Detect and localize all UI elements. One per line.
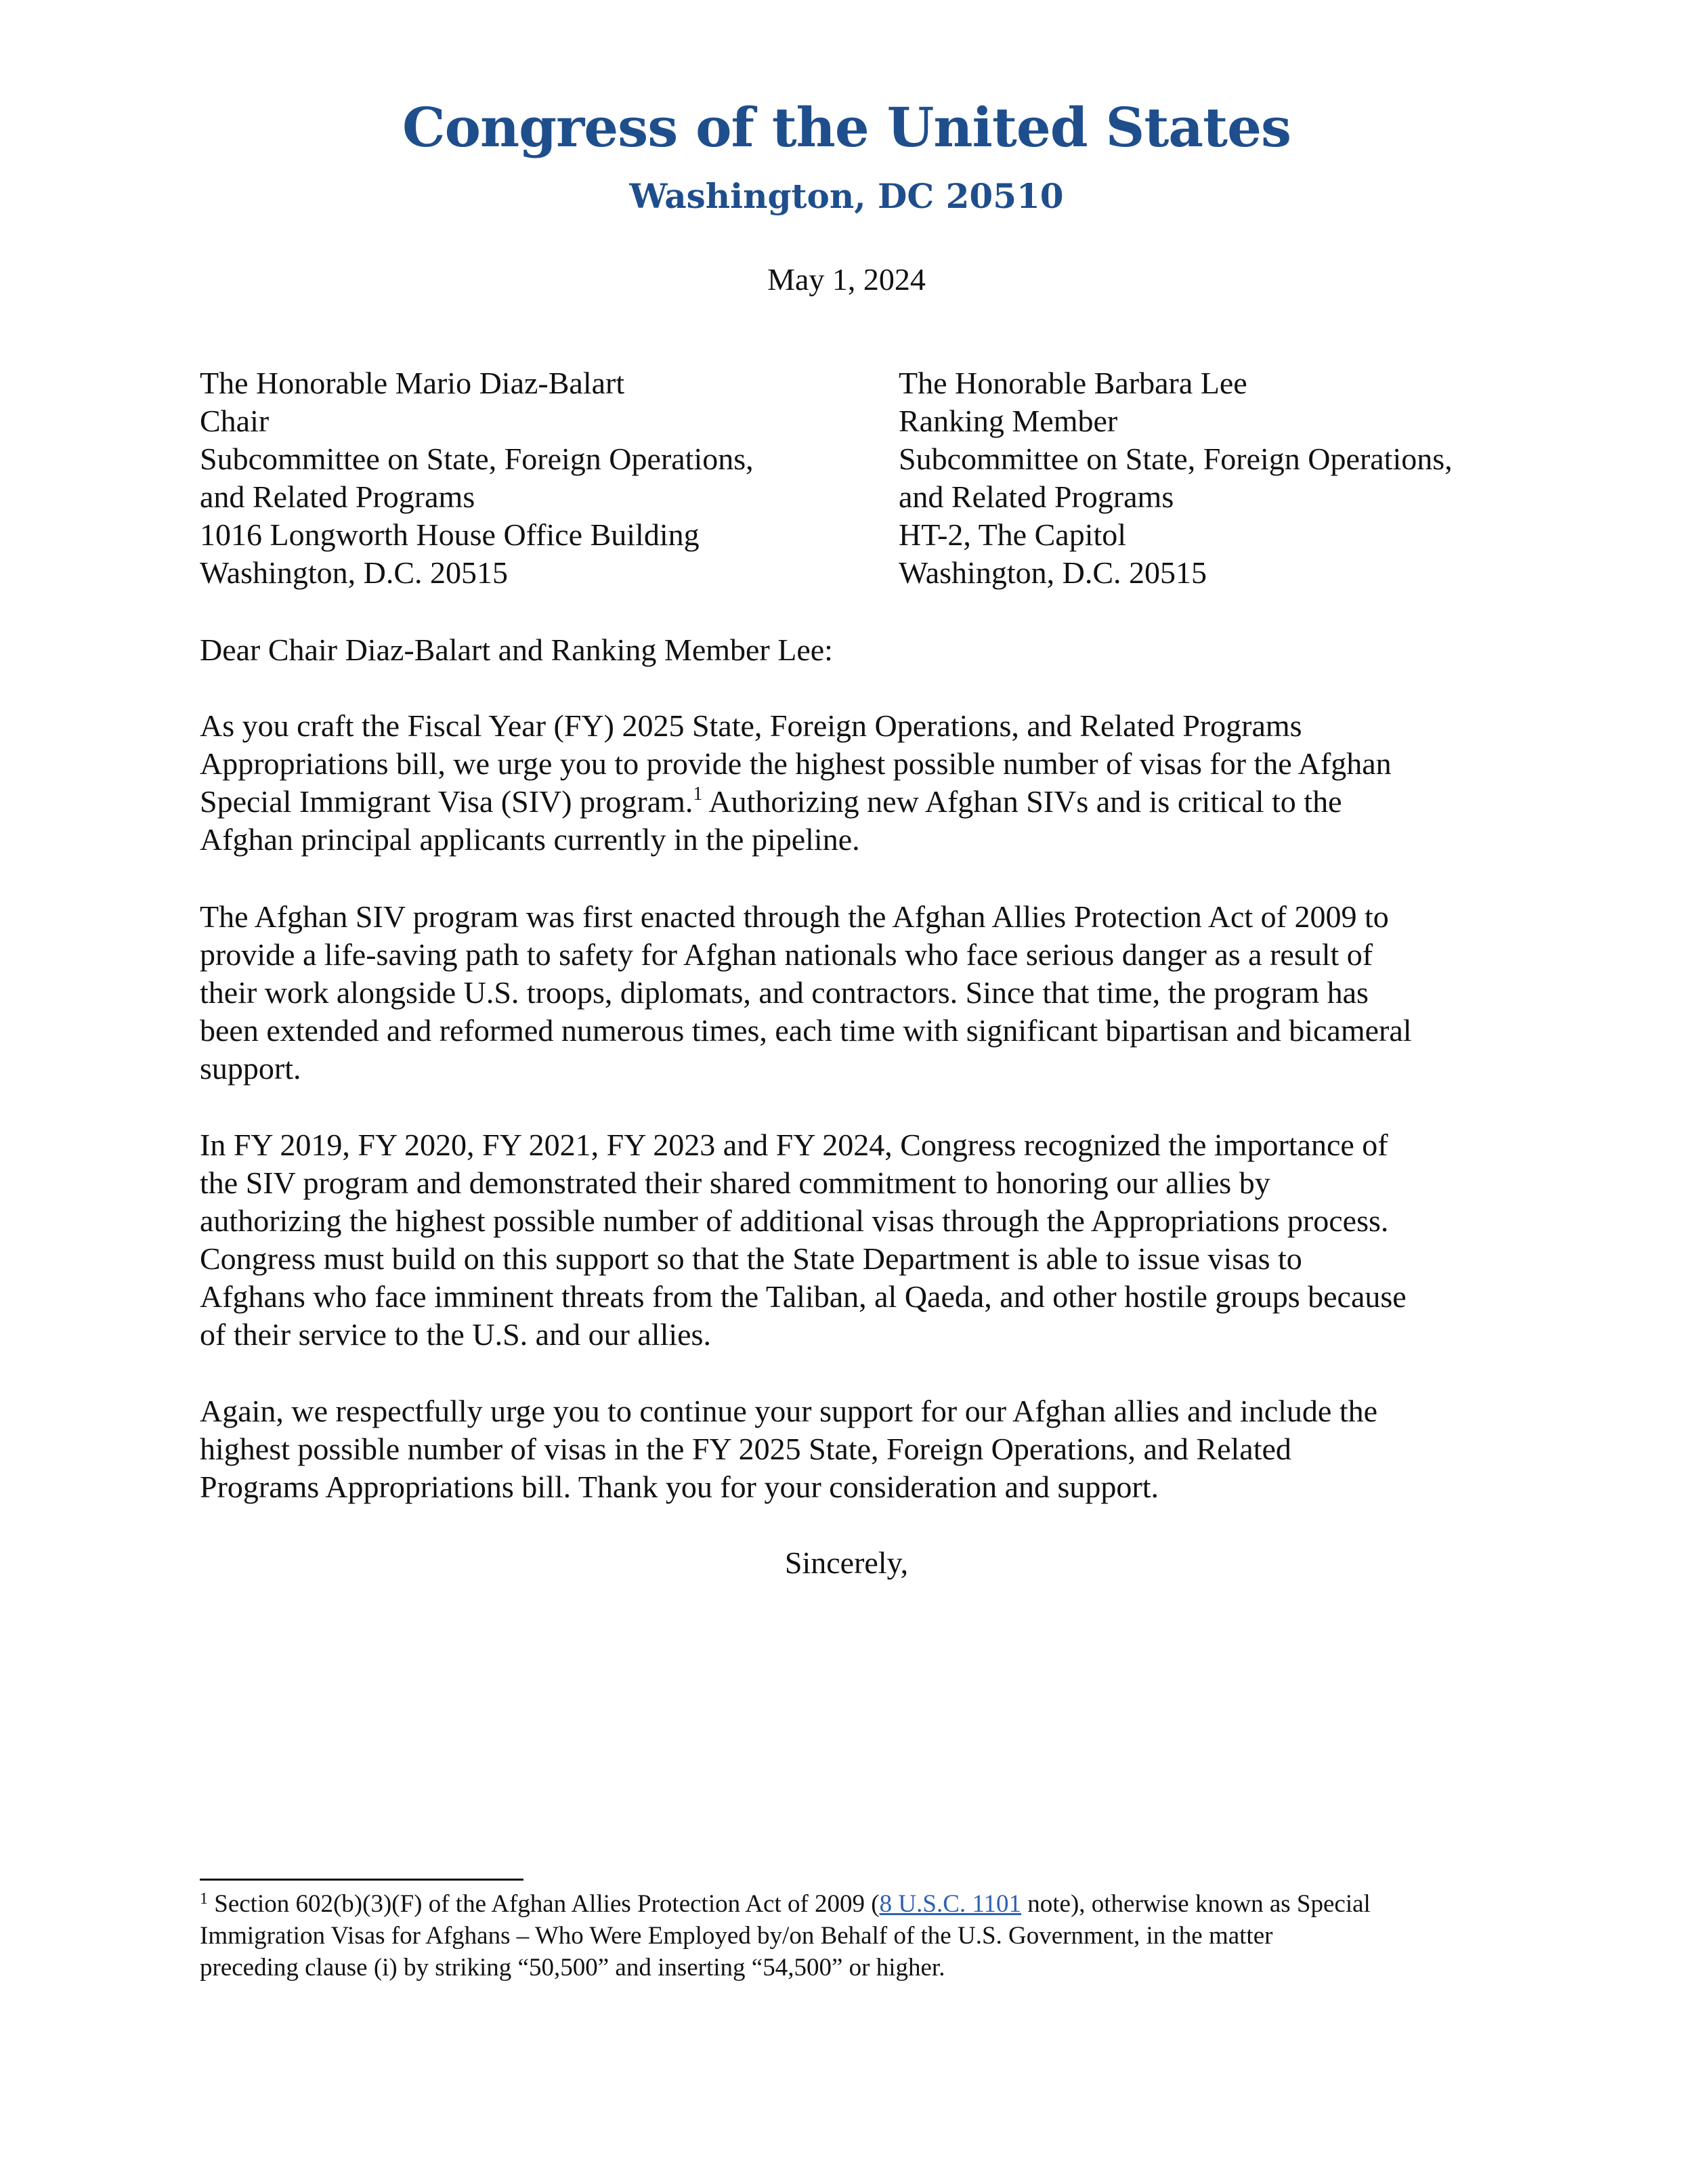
footnote-divider <box>200 1879 523 1881</box>
letterhead-subtitle: Washington, DC 20510 <box>629 176 1064 216</box>
addressee-line: Ranking Member <box>899 404 1118 438</box>
footnote <box>200 1888 1527 1984</box>
footnote-line: preceding clause (i) by striking “50,500” and inserting “54,500” or higher. <box>200 1954 945 1982</box>
paragraph-line: Again, we respectfully urge you to continue your support for our Afghan allies and include the <box>200 1394 1378 1428</box>
addressee-line: Subcommittee on State, Foreign Operations, <box>899 442 1453 476</box>
body-paragraph-4 <box>200 1392 1507 1506</box>
addressee-line: 1016 Longworth House Office Building <box>200 517 700 552</box>
paragraph-line: the SIV program and demonstrated their shared commitment to honoring our allies by <box>200 1165 1270 1200</box>
addressee-block-left <box>200 364 754 592</box>
paragraph-line: Afghan principal applicants currently in the pipeline. <box>200 822 860 857</box>
paragraph-line: their work alongside U.S. troops, diplomats, and contractors. Since that time, the program has <box>200 975 1369 1010</box>
paragraph-line: support. <box>200 1051 301 1086</box>
salutation: Dear Chair Diaz-Balart and Ranking Member Lee: <box>200 633 833 667</box>
addressee-line: Washington, D.C. 20515 <box>899 555 1207 590</box>
footnote-number: 1 <box>200 1890 208 1908</box>
paragraph-line: highest possible number of visas in the FY 2025 State, Foreign Operations, and Related <box>200 1432 1291 1466</box>
letterhead-title: Congress of the United States <box>402 95 1291 159</box>
paragraph-text: Authorizing new Afghan SIVs and is critical to the <box>702 784 1342 819</box>
addressee-block-right <box>899 364 1453 592</box>
footnote-line: Immigration Visas for Afghans – Who Were Employed by/on Behalf of the U.S. Government, in the matter <box>200 1922 1273 1950</box>
body-paragraph-2 <box>200 898 1507 1088</box>
letter-date: May 1, 2024 <box>767 262 926 297</box>
paragraph-line: been extended and reformed numerous times, each time with significant bipartisan and bicameral <box>200 1013 1412 1048</box>
paragraph-line: authorizing the highest possible number of additional visas through the Appropriations process. <box>200 1203 1389 1238</box>
addressee-line: The Honorable Barbara Lee <box>899 366 1247 400</box>
footnote-text: Section 602(b)(3)(F) of the Afghan Allies Protection Act of 2009 ( <box>208 1890 880 1918</box>
addressee-line: Washington, D.C. 20515 <box>200 555 509 590</box>
footnote-text: note), otherwise known as Special <box>1021 1890 1371 1918</box>
paragraph-line: In FY 2019, FY 2020, FY 2021, FY 2023 and FY 2024, Congress recognized the importance of <box>200 1128 1388 1162</box>
paragraph-line <box>200 783 1507 821</box>
addressee-line: and Related Programs <box>899 479 1174 514</box>
addressee-line: Chair <box>200 404 270 438</box>
body-paragraph-3 <box>200 1126 1507 1354</box>
addressee-line: HT-2, The Capitol <box>899 517 1127 552</box>
paragraph-line: Congress must build on this support so that the State Department is able to issue visas to <box>200 1241 1302 1276</box>
paragraph-text: Special Immigrant Visa (SIV) program. <box>200 784 693 819</box>
body-paragraph-1 <box>200 707 1507 859</box>
paragraph-line: As you craft the Fiscal Year (FY) 2025 State, Foreign Operations, and Related Programs <box>200 708 1302 743</box>
addressee-line: and Related Programs <box>200 479 475 514</box>
paragraph-line: Appropriations bill, we urge you to provide the highest possible number of visas for the Afghan <box>200 746 1392 781</box>
closing: Sincerely, <box>784 1545 909 1580</box>
paragraph-line: provide a life-saving path to safety for Afghan nationals who face serious danger as a result of <box>200 937 1373 972</box>
paragraph-line: The Afghan SIV program was first enacted through the Afghan Allies Protection Act of 2009 to <box>200 899 1389 934</box>
footnote-reference[interactable]: 1 <box>693 784 703 805</box>
addressee-line: Subcommittee on State, Foreign Operations, <box>200 442 754 476</box>
paragraph-line: Afghans who face imminent threats from the Taliban, al Qaeda, and other hostile groups because <box>200 1279 1407 1314</box>
paragraph-line: of their service to the U.S. and our allies. <box>200 1317 711 1352</box>
footnote-line <box>200 1888 1527 1920</box>
usc-citation-link[interactable]: 8 U.S.C. 1101 <box>879 1890 1021 1918</box>
addressee-line: The Honorable Mario Diaz-Balart <box>200 366 625 400</box>
paragraph-line: Programs Appropriations bill. Thank you for your consideration and support. <box>200 1470 1159 1504</box>
